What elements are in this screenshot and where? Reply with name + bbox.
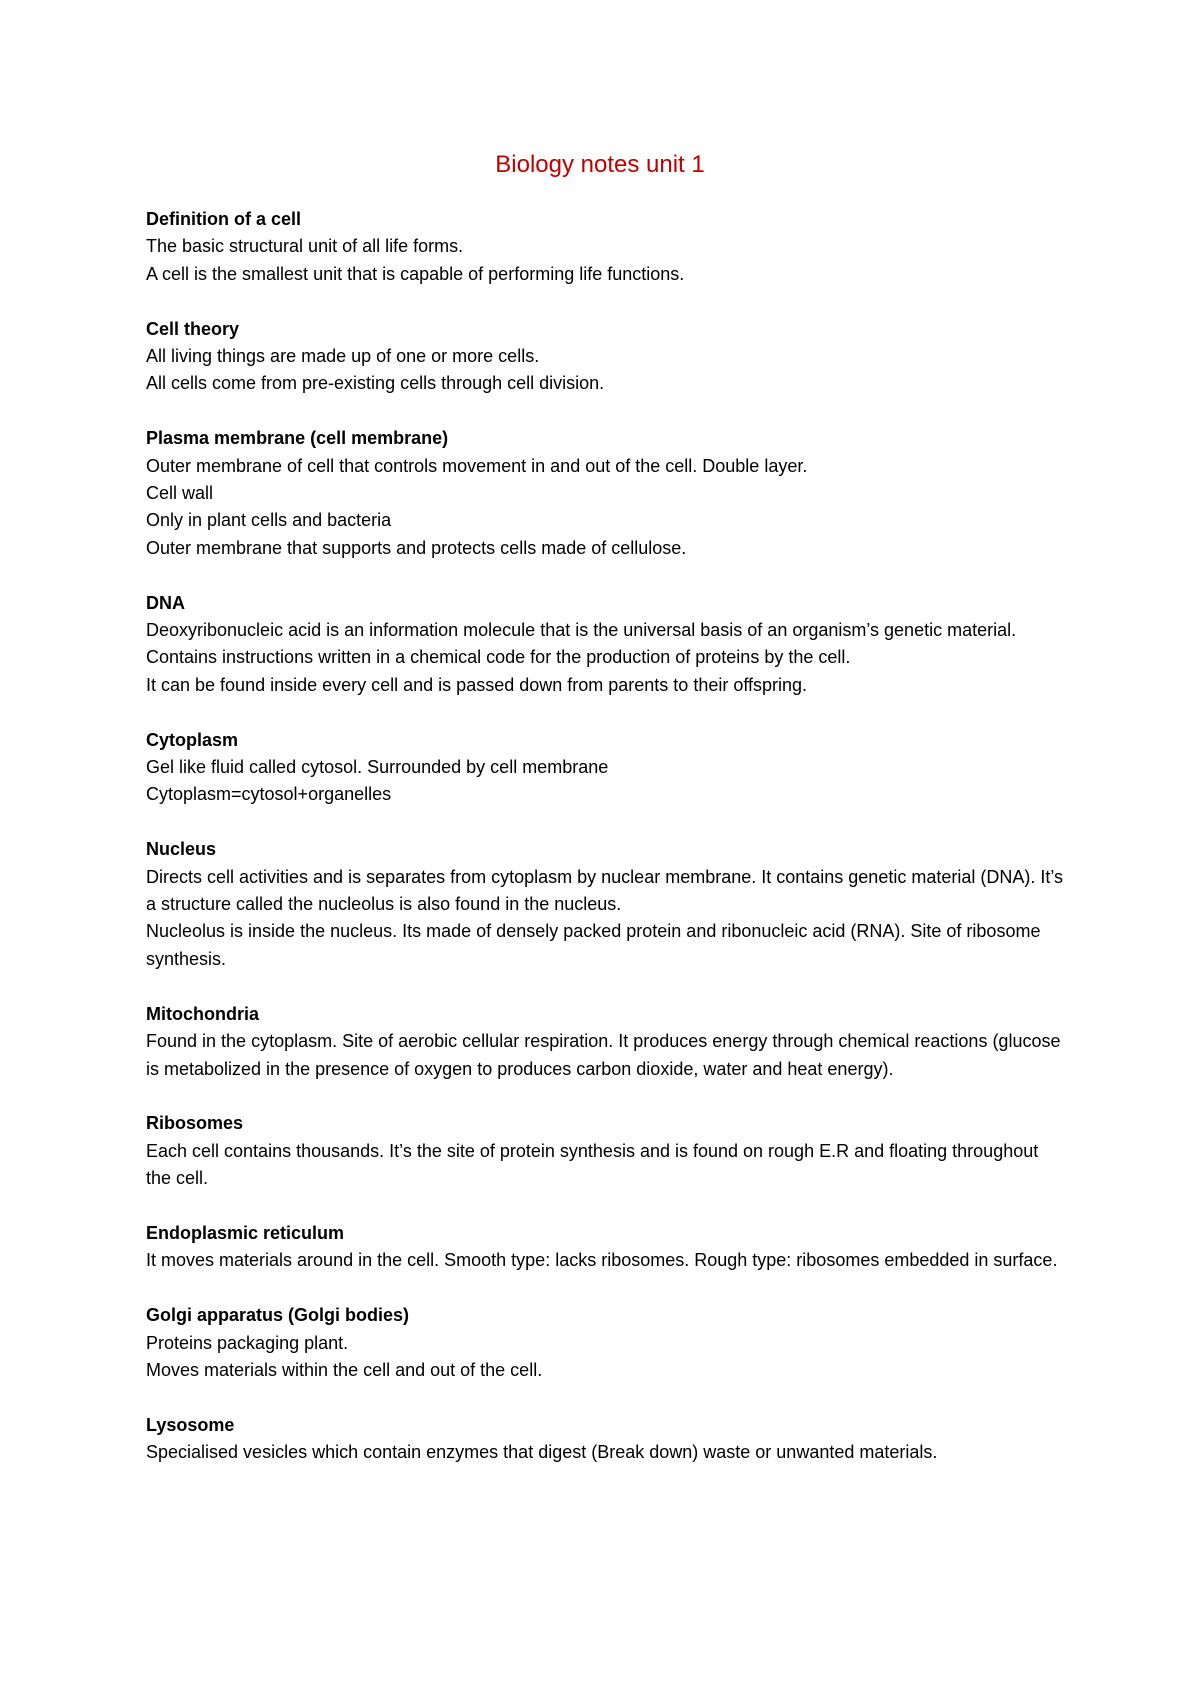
section-text-line: Gel like fluid called cytosol. Surrounded by cell membrane xyxy=(146,757,609,778)
section-heading: Definition of a cell xyxy=(146,209,302,229)
section-text-line: Moves materials within the cell and out of the cell. xyxy=(146,1359,543,1380)
section-text-line: Found in the cytoplasm. Site of aerobic cellular respiration. It produces energy through chemical reactions (glucose is metabolized in the presence of oxygen to produces carbon dioxide, water and heat energy). xyxy=(146,1031,1061,1079)
note-section xyxy=(146,1110,1066,1192)
section-text-line: Specialised vesicles which contain enzymes that digest (Break down) waste or unwanted materials. xyxy=(146,1442,938,1463)
section-text-line: The basic structural unit of all life forms. xyxy=(146,236,464,257)
section-heading: Cytoplasm xyxy=(146,729,239,750)
section-text-line: All living things are made up of one or more cells. xyxy=(146,346,540,367)
section-text-line: Outer membrane of cell that controls movement in and out of the cell. Double layer. xyxy=(146,455,808,476)
section-text-line: Outer membrane that supports and protects cells made of cellulose. xyxy=(146,537,687,558)
section-text-line: Nucleolus is inside the nucleus. Its made of densely packed protein and ribonucleic acid (RNA). Site of ribosome synthesis. xyxy=(146,921,1041,969)
note-section xyxy=(146,206,1066,288)
section-heading: DNA xyxy=(146,592,185,613)
section-text-line: Only in plant cells and bacteria xyxy=(146,510,392,531)
document-title: Biology notes unit 1 xyxy=(495,151,705,178)
note-section xyxy=(146,836,1066,973)
section-heading: Ribosomes xyxy=(146,1113,244,1134)
section-text-line: Deoxyribonucleic acid is an information molecule that is the universal basis of an organism’s genetic material. xyxy=(146,620,1017,641)
note-section xyxy=(146,1220,1066,1275)
section-text-line: Cytoplasm=cytosol+organelles xyxy=(146,784,392,805)
section-heading: Mitochondria xyxy=(146,1003,259,1024)
document-body xyxy=(146,206,1066,1494)
section-text-line: Each cell contains thousands. It’s the site of protein synthesis and is found on rough E.R and floating throughout the cell. xyxy=(146,1140,1039,1189)
section-text-line: Contains instructions written in a chemical code for the production of proteins by the cell. xyxy=(146,647,851,668)
note-section xyxy=(146,316,1066,398)
section-heading: Plasma membrane (cell membrane) xyxy=(146,428,449,449)
section-text-line: All cells come from pre-existing cells through cell division. xyxy=(146,373,605,394)
section-heading: Endoplasmic reticulum xyxy=(146,1222,345,1243)
section-heading: Cell theory xyxy=(146,318,240,339)
note-section xyxy=(146,590,1066,700)
section-text-line: It can be found inside every cell and is passed down from parents to their offspring. xyxy=(146,674,808,695)
section-text-line: Cell wall xyxy=(146,483,214,504)
section-heading: Lysosome xyxy=(146,1414,235,1435)
section-heading: Golgi apparatus (Golgi bodies) xyxy=(146,1305,410,1326)
section-heading: Nucleus xyxy=(146,839,217,860)
note-section xyxy=(146,1001,1066,1083)
section-text-line: It moves materials around in the cell. Smooth type: lacks ribosomes. Rough type: ribosomes embedded in surface. xyxy=(146,1250,1058,1271)
note-section xyxy=(146,1412,1066,1467)
note-section xyxy=(146,1302,1066,1384)
section-text-line: Directs cell activities and is separates from cytoplasm by nuclear membrane. It contains genetic material (DNA). It’s a structure called the nucleolus is also found in the nucleus. xyxy=(146,866,1064,915)
note-section xyxy=(146,727,1066,809)
section-text-line: A cell is the smallest unit that is capable of performing life functions. xyxy=(146,263,685,284)
note-section xyxy=(146,425,1066,562)
section-text-line: Proteins packaging plant. xyxy=(146,1332,349,1353)
